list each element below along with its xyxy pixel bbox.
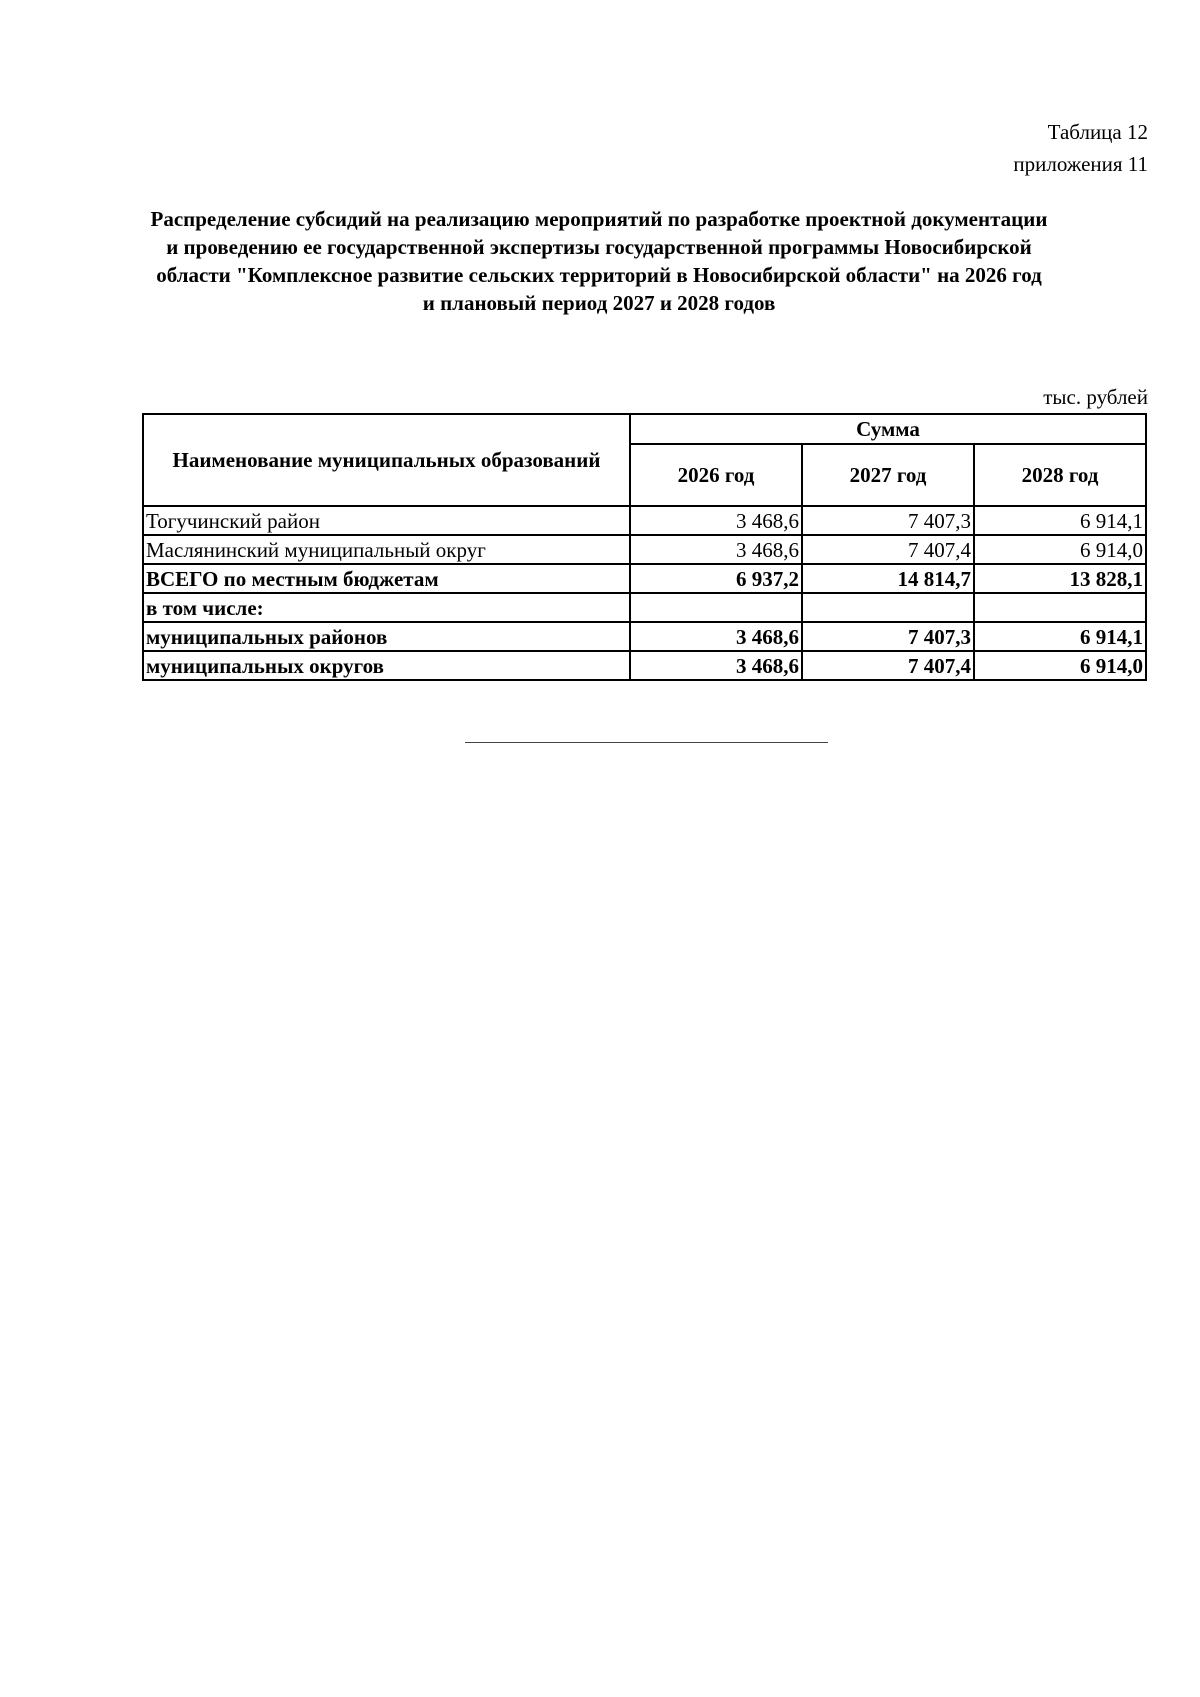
column-header-2027: 2027 год <box>802 444 974 506</box>
appendix-label: приложения 11 <box>1013 152 1148 176</box>
units-label: тыс. рублей <box>1043 385 1148 409</box>
row-name: в том числе: <box>143 593 630 622</box>
value-2026: 6 937,2 <box>630 564 802 593</box>
table-row-total <box>143 564 1146 593</box>
title-line: и плановый период 2027 и 2028 годов <box>422 291 776 315</box>
row-name: муниципальных округов <box>143 651 630 680</box>
value-2028: 6 914,0 <box>974 535 1146 564</box>
value-2026: 3 468,6 <box>630 622 802 651</box>
title-line: и проведению ее государственной экспертизы государственной программы Новосибирской <box>166 235 1032 259</box>
value-2026 <box>630 593 802 622</box>
value-2028: 6 914,0 <box>974 651 1146 680</box>
table-row <box>143 506 1146 535</box>
column-header-2026: 2026 год <box>630 444 802 506</box>
value-2027: 7 407,3 <box>802 622 974 651</box>
table-row <box>143 535 1146 564</box>
table-number-label: Таблица 12 <box>1047 120 1148 144</box>
title-line: области "Комплексное развитие сельских территорий в Новосибирской области" на 2026 год <box>156 263 1042 287</box>
value-2028: 6 914,1 <box>974 506 1146 535</box>
row-name: ВСЕГО по местным бюджетам <box>143 564 630 593</box>
column-header-2028: 2028 год <box>974 444 1146 506</box>
value-2027 <box>802 593 974 622</box>
column-header-name: Наименование муниципальных образований <box>143 414 630 506</box>
value-2027: 14 814,7 <box>802 564 974 593</box>
table-row <box>143 622 1146 651</box>
row-name: Тогучинский район <box>143 506 630 535</box>
column-header-sum: Сумма <box>630 414 1146 444</box>
value-2028 <box>974 593 1146 622</box>
value-2026: 3 468,6 <box>630 506 802 535</box>
row-name: Маслянинский муниципальный округ <box>143 535 630 564</box>
subsidy-distribution-table <box>142 413 1147 681</box>
end-divider <box>465 742 828 743</box>
value-2027: 7 407,3 <box>802 506 974 535</box>
table-row <box>143 651 1146 680</box>
table-row-subheading <box>143 593 1146 622</box>
table-header-row <box>143 414 1146 444</box>
row-name: муниципальных районов <box>143 622 630 651</box>
value-2027: 7 407,4 <box>802 651 974 680</box>
document-title <box>138 205 1060 317</box>
table-reference <box>1013 116 1148 180</box>
value-2027: 7 407,4 <box>802 535 974 564</box>
value-2028: 6 914,1 <box>974 622 1146 651</box>
value-2028: 13 828,1 <box>974 564 1146 593</box>
title-line: Распределение субсидий на реализацию мероприятий по разработке проектной документации <box>150 207 1048 231</box>
value-2026: 3 468,6 <box>630 651 802 680</box>
value-2026: 3 468,6 <box>630 535 802 564</box>
